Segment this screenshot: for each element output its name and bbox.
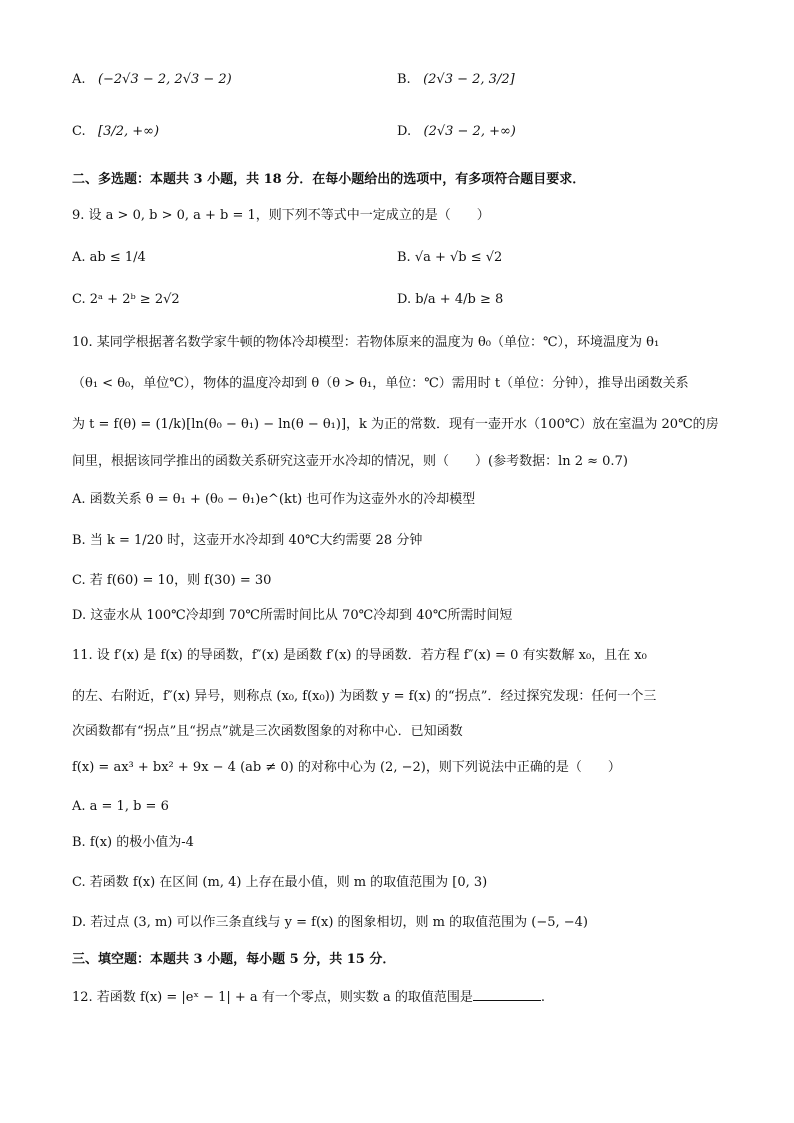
q10-stem-line2: （θ₁ < θ₀，单位℃），物体的温度冷却到 θ（θ > θ₁，单位：℃）需用时 t（单位：分钟），推导出函数关系 — [72, 376, 689, 391]
section3-heading: 三、填空题：本题共 3 小题，每小题 5 分，共 15 分． — [72, 952, 396, 967]
q10-option-a: A. 函数关系 θ = θ₁ + (θ₀ − θ₁)e^(kt) 也可作为这壶外水的冷却模型 — [72, 492, 476, 507]
q11-option-a: A. a = 1, b = 6 — [72, 799, 169, 814]
q8-option-a: A. (−2√3 − 2, 2√3 − 2) — [72, 72, 232, 87]
q9-option-a: A. ab ≤ 1/4 — [72, 250, 146, 265]
q10-option-b: B. 当 k = 1/20 时，这壶开水冷却到 40℃大约需要 28 分钟 — [72, 533, 423, 548]
q11-stem-line2: 的左、右附近，f″(x) 异号，则称点 (x₀, f(x₀)) 为函数 y = f(x) 的“拐点”．经过探究发现：任何一个三 — [72, 689, 657, 704]
q11-stem-line3: 次函数都有“拐点”且“拐点”就是三次函数图象的对称中心．已知函数 — [72, 724, 463, 739]
section2-heading: 二、多选题：本题共 3 小题，共 18 分．在每小题给出的选项中，有多项符合题目要求． — [72, 172, 586, 187]
q11-stem-line1: 11. 设 f′(x) 是 f(x) 的导函数，f″(x) 是函数 f′(x) 的导函数．若方程 f″(x) = 0 有实数解 x₀，且在 x₀ — [72, 648, 647, 663]
q8-option-d: D. (2√3 − 2, +∞) — [397, 124, 516, 139]
q11-stem-line4: f(x) = ax³ + bx² + 9x − 4 (ab ≠ 0) 的对称中心为 (2, −2)，则下列说法中正确的是（ ） — [72, 760, 621, 775]
q10-option-c: C. 若 f(60) = 10，则 f(30) = 30 — [72, 573, 272, 588]
q9-stem: 9. 设 a > 0, b > 0, a + b = 1，则下列不等式中一定成立的是（ ） — [72, 208, 490, 223]
q10-stem-line1: 10. 某同学根据著名数学家牛顿的物体冷却模型：若物体原来的温度为 θ₀（单位：℃），环境温度为 θ₁ — [72, 335, 660, 350]
q11-option-c: C. 若函数 f(x) 在区间 (m, 4) 上存在最小值，则 m 的取值范围为 [0, 3) — [72, 875, 488, 890]
q11-option-b: B. f(x) 的极小值为-4 — [72, 835, 194, 850]
q10-stem-line4: 间里，根据该同学推出的函数关系研究这壶开水冷却的情况，则（ ）(参考数据：ln 2 ≈ 0.7) — [72, 454, 628, 469]
q8-option-c: C. [3/2, +∞) — [72, 124, 160, 139]
q9-option-d: D. b/a + 4/b ≥ 8 — [397, 292, 504, 307]
q8-option-b: B. (2√3 − 2, 3/2] — [397, 72, 515, 87]
q9-option-c: C. 2ᵃ + 2ᵇ ≥ 2√2 — [72, 292, 180, 307]
q10-stem-line3: 为 t = f(θ) = (1/k)[ln(θ₀ − θ₁) − ln(θ − θ₁)]，k 为正的常数．现有一壶开水（100℃）放在室温为 20℃的房 — [72, 417, 719, 432]
answer-blank[interactable] — [473, 988, 541, 1001]
q12-stem: 12. 若函数 f(x) = |eˣ − 1| + a 有一个零点，则实数 a 的取值范围是 . — [72, 990, 545, 1005]
q10-option-d: D. 这壶水从 100℃冷却到 70℃所需时间比从 70℃冷却到 40℃所需时间短 — [72, 608, 513, 623]
q11-option-d: D. 若过点 (3, m) 可以作三条直线与 y = f(x) 的图象相切，则 m 的取值范围为 (−5, −4) — [72, 915, 589, 930]
q9-option-b: B. √a + √b ≤ √2 — [397, 250, 503, 265]
